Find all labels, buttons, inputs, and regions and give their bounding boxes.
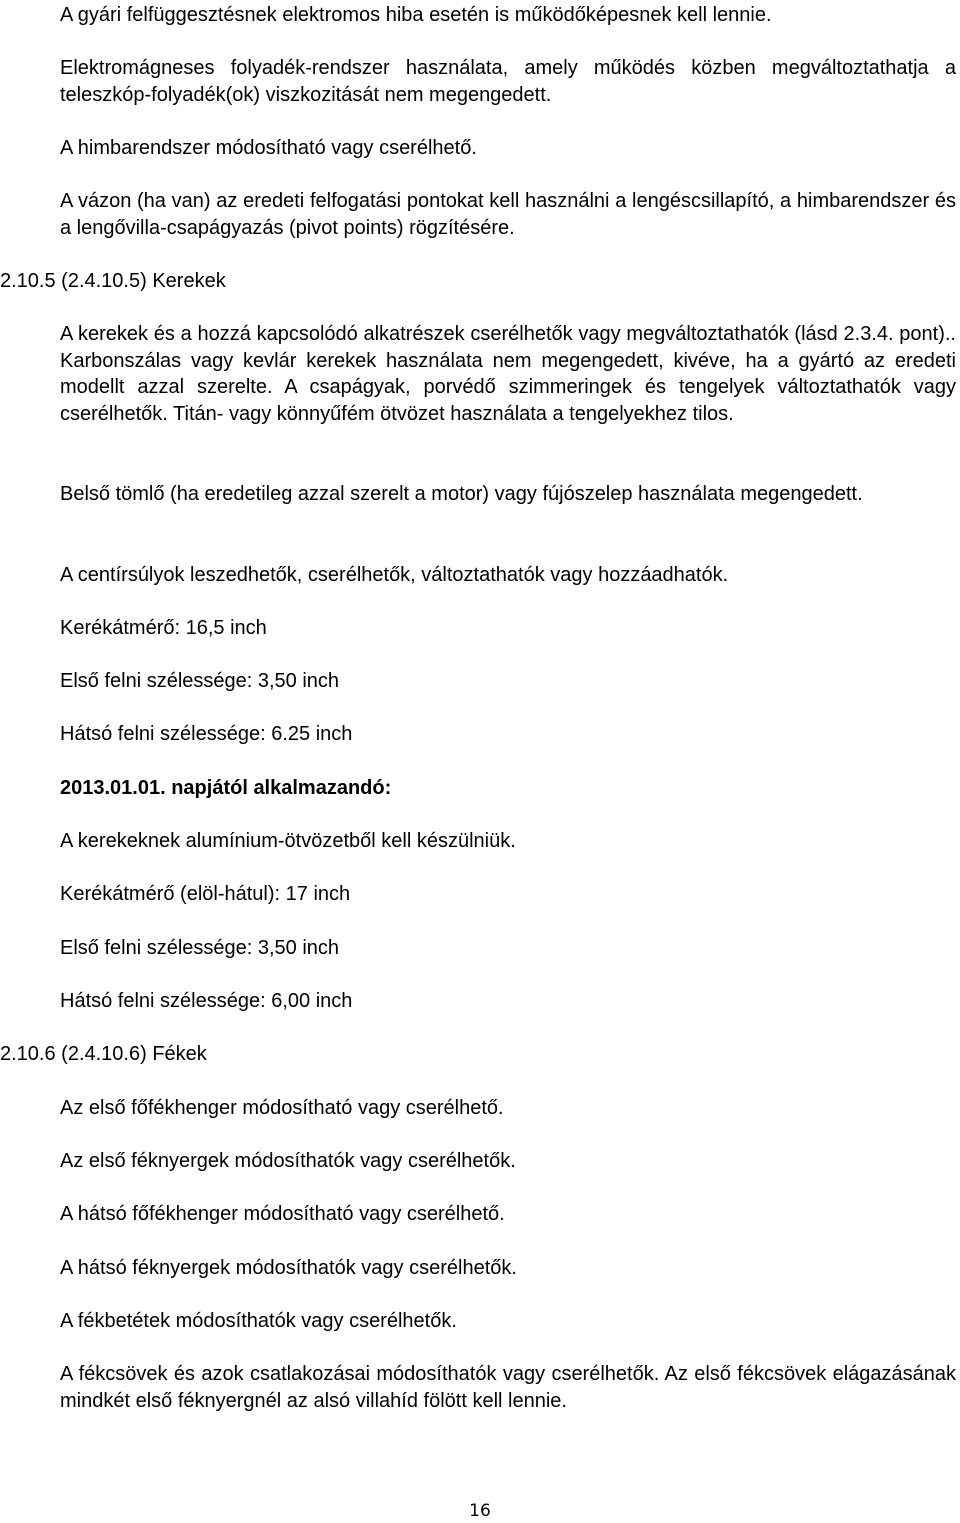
paragraph-rear-calipers: A hátsó féknyergek módosíthatók vagy cserélhetők. (60, 1257, 517, 1279)
paragraph-frame-mounting-points: A vázon (ha van) az eredeti felfogatási pontokat kell használni a lengéscsillapító, a himbarendszer és a lengővilla-csapágyazás (pivot points) rögzítésére. (60, 190, 956, 239)
paragraph-suspension-electric-failure: A gyári felfüggesztésnek elektromos hiba esetén is működőképesnek kell lennie. (60, 4, 772, 26)
paragraph-rear-rim-width: Hátsó felni szélessége: 6.25 inch (60, 723, 353, 745)
paragraph-effective-date: 2013.01.01. napjától alkalmazandó: (60, 777, 392, 799)
paragraph-electromagnetic-fluid: Elektromágneses folyadék-rendszer használata, amely működés közben megváltoztathatja a teleszkóp-folyadék(ok) viszkozitását nem megengedett. (60, 57, 956, 106)
paragraph-balance-weights: A centírsúlyok leszedhetők, cserélhetők, változtathatók vagy hozzáadhatók. (60, 564, 729, 586)
paragraph-front-master-cylinder: Az első főfékhenger módosítható vagy cserélhető. (60, 1097, 504, 1119)
section-heading-brakes: 2.10.6 (2.4.10.6) Fékek (0, 1043, 207, 1065)
paragraph-inner-tube: Belső tömlő (ha eredetileg azzal szerelt a motor) vagy fújószelep használata megengedett. (60, 483, 863, 505)
paragraph-wheel-diameter: Kerékátmérő: 16,5 inch (60, 617, 267, 639)
paragraph-swingarm-system: A himbarendszer módosítható vagy cserélhető. (60, 137, 477, 159)
paragraph-brake-lines: A fékcsövek és azok csatlakozásai módosíthatók vagy cserélhetők. Az első fékcsövek elágazásának mindkét első féknyergnél az alsó villahíd fölött kell lennie. (60, 1363, 956, 1412)
paragraph-wheel-diameter-2013: Kerékátmérő (elöl-hátul): 17 inch (60, 883, 351, 905)
paragraph-brake-pads: A fékbetétek módosíthatók vagy cserélhetők. (60, 1310, 457, 1332)
paragraph-aluminium-alloy: A kerekeknek alumínium-ötvözetből kell készülniük. (60, 830, 516, 852)
paragraph-front-rim-width-2013: Első felni szélessége: 3,50 inch (60, 937, 340, 959)
section-heading-wheels: 2.10.5 (2.4.10.5) Kerekek (0, 270, 226, 292)
paragraph-front-rim-width: Első felni szélessége: 3,50 inch (60, 670, 340, 692)
paragraph-front-calipers: Az első féknyergek módosíthatók vagy cserélhetők. (60, 1150, 516, 1172)
page-number: 16 (469, 1501, 491, 1521)
paragraph-wheels-components: A kerekek és a hozzá kapcsolódó alkatrészek cserélhetők vagy megváltoztathatók (lásd 2.3.4. pont).. Karbonszálas vagy kevlár kerekek használata nem megengedett, kivéve, ha a gyártó az eredeti modellt azzal szerelte. A csapágyak, porvédő szimmeringek és tengelyek változtathatók vagy cserélhetők. Titán- vagy könnyűfém ötvözet használata a tengelyekhez tilos. (60, 323, 956, 425)
paragraph-rear-master-cylinder: A hátsó főfékhenger módosítható vagy cserélhető. (60, 1203, 505, 1225)
paragraph-rear-rim-width-2013: Hátsó felni szélessége: 6,00 inch (60, 990, 353, 1012)
